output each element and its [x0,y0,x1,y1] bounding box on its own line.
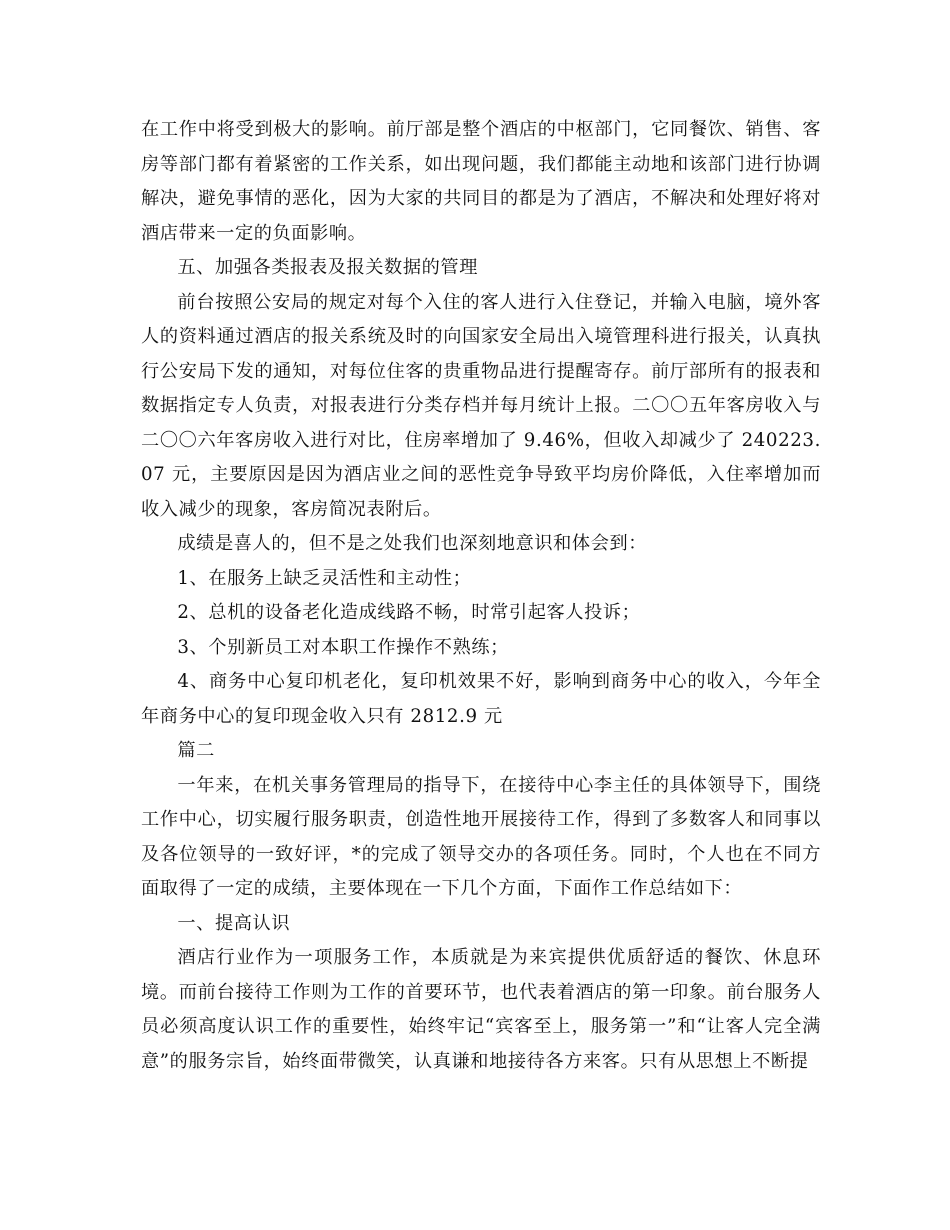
document-body [141,113,821,1079]
paragraph-3: 成绩是喜人的，但不是之处我们也深刻地意识和体会到： [177,533,648,554]
paragraph-2: 前台按照公安局的规定对每个入住的客人进行入住登记，并输入电脑，境外客人的资料通过酒店的报关系统及时的向国家安全局出入境管理科进行报关，认真执行公安局下发的通知，对每位住客的贵重物品进行提醒寄存。前厅部所有的报表和数据指定专人负责，对报表进行分类存档并每月统计上报。二〇〇五年客房收入与二〇〇六年客房收入进行对比，住房率增加了 9.46%，但收入却减少了 240223.07 元，主要原因是因为酒店业之间的恶性竞争导致平均房价降低，入住率增加而收入减少的现象，客房简况表附后。 [141,291,821,520]
list-item-4: 4、商务中心复印机老化，复印机效果不好，影响到商务中心的收入，今年全年商务中心的复印现金收入只有 2812.9 元 [141,671,821,727]
paragraph-4: 一年来，在机关事务管理局的指导下，在接待中心李主任的具体领导下，围绕工作中心，切实履行服务职责，创造性地开展接待工作，得到了多数客人和同事以及各位领导的一致好评，*的完成了领导交办的各项任务。同时，个人也在不同方面取得了一定的成绩，主要体现在一下几个方面，下面作工作总结如下： [141,774,821,899]
list-item-1: 1、在服务上缺乏灵活性和主动性； [177,567,472,589]
paragraph-1: 在工作中将受到极大的影响。前厅部是整个酒店的中枢部门，它同餐饮、销售、客房等部门都有着紧密的工作关系，如出现问题，我们都能主动地和该部门进行协调解决，避免事情的恶化，因为大家的共同目的都是为了酒店，不解决和处理好将对酒店带来一定的负面影响。 [141,119,821,244]
paragraph-5: 酒店行业作为一项服务工作，本质就是为来宾提供优质舒适的餐饮、休息环境。而前台接待工作则为工作的首要环节，也代表着酒店的第一印象。前台服务人员必须高度认识工作的重要性，始终牢记“宾客至上，服务第一”和“让客人完全满意”的服务宗旨，始终面带微笑，认真谦和地接待各方来客。只有从思想上不断提 [141,947,821,1072]
section-heading-5: 五、加强各类报表及报关数据的管理 [177,257,478,278]
part-heading-2: 篇二 [177,740,215,761]
section-heading-1: 一、提高认识 [177,912,291,934]
list-item-3: 3、个别新员工对本职工作操作不熟练； [177,636,509,658]
list-item-2: 2、总机的设备老化造成线路不畅，时常引起客人投诉； [177,602,641,623]
